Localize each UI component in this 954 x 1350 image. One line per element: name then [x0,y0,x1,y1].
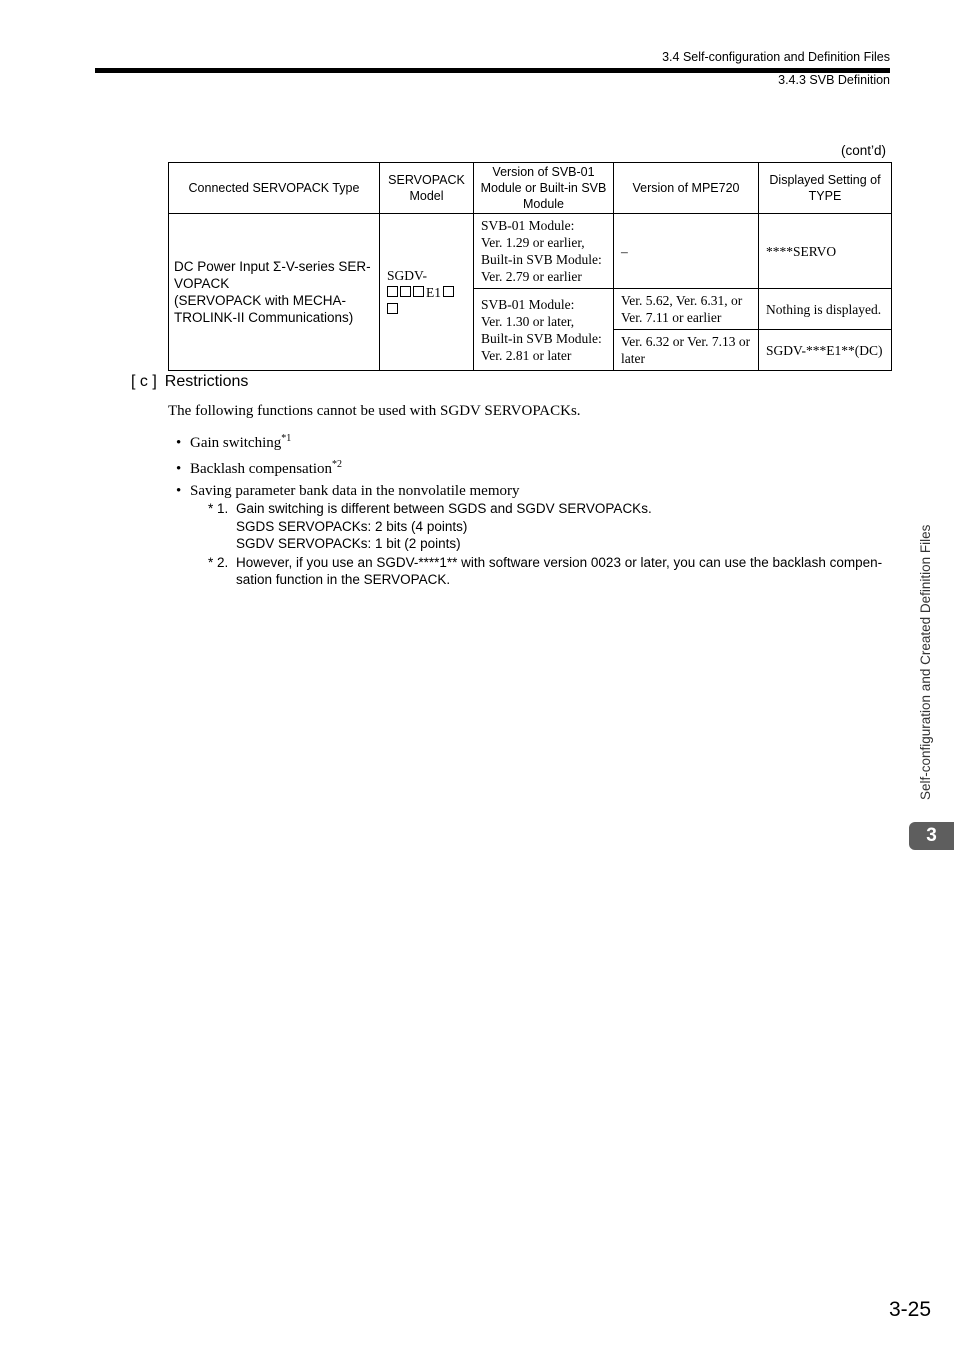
col-header-servopack-model: SERVOPACK Model [380,163,474,214]
type-setting-servo-cell: ****SERVO [759,214,892,289]
page-number: 3-25 [888,1298,931,1321]
section-label: [ c ] [131,373,157,390]
table-continued-label: (cont’d) [840,143,886,158]
footnote-2 [208,554,898,589]
footnote-text: Gain switching is different between SGDS and SGDV SERVOPACKs. SGDS SERVOPACKs: 2 bits (4 points) SGDV SERVOPACKs: 1 bit (2 points) [236,501,652,551]
servopack-model-cell [380,214,474,371]
model-mid: E1 [426,284,441,300]
list-item: • Gain switching$^{*1}$ [176,428,519,454]
placeholder-box-icon [387,286,398,297]
bullet-icon: • [176,461,182,477]
section-intro: The following functions cannot be used with SGDV SERVOPACKs. [168,403,581,419]
footnote-ref: *1 [281,433,292,444]
type-setting-none-cell: Nothing is displayed. [759,289,892,330]
header-subsection-title: 3.4.3 SVB Definition [778,73,890,87]
type-setting-dc-cell: SGDV-***E1**(DC) [759,330,892,371]
placeholder-box-icon [387,303,398,314]
svb-version-late-cell: SVB-01 Module: Ver. 1.30 or later, Built-in SVB Module: Ver. 2.81 or later [474,289,614,371]
footnote-mark: * 1. [208,501,229,516]
section-heading [131,373,248,391]
model-prefix: SGDV- [387,267,428,283]
table-header-row [169,163,892,214]
table-row [169,214,892,289]
mpe720-version-early-cell: Ver. 5.62, Ver. 6.31, or Ver. 7.11 or earlier [614,289,759,330]
col-header-mpe720-version: Version of MPE720 [614,163,759,214]
svb-version-early-cell: SVB-01 Module: Ver. 1.29 or earlier, Built-in SVB Module: Ver. 2.79 or earlier [474,214,614,289]
col-header-type-setting: Displayed Setting of TYPE [759,163,892,214]
footnotes [208,500,898,590]
mpe720-version-none-cell: – [614,214,759,289]
servopack-type-cell: DC Power Input Σ-V-series SER- VOPACK (SERVOPACK with MECHA- TROLINK-II Communications) [169,214,380,371]
footnote-text: However, if you use an SGDV-****1** with software version 0023 or later, you can use the backlash compen- sation function in the SERVOPACK. [236,554,883,587]
placeholder-box-icon [413,286,424,297]
chapter-tab: 3 [909,822,954,850]
footnote-1 [208,500,898,553]
col-header-svb-version: Version of SVB-01 Module or Built-in SVB Module [474,163,614,214]
list-item: • Saving parameter bank data in the nonvolatile memory [176,480,519,506]
col-header-servopack-type: Connected SERVOPACK Type [169,163,380,214]
mpe720-version-late-cell: Ver. 6.32 or Ver. 7.13 or later [614,330,759,371]
footnote-ref: *2 [332,459,343,470]
list-item: • Backlash compensation$^{*2}$ [176,454,519,480]
svb-definition-table [168,162,892,371]
footnote-mark: * 2. [208,554,229,570]
header-section-title: 3.4 Self-configuration and Definition Files [662,50,890,64]
placeholder-box-icon [443,286,454,297]
section-title: Restrictions [164,373,249,390]
header-rule [95,68,890,73]
bullet-icon: • [176,483,182,499]
bullet-icon: • [176,435,182,451]
restrictions-list [176,428,519,506]
side-chapter-title: Self-configuration and Created Definition Files [918,524,933,800]
placeholder-box-icon [400,286,411,297]
